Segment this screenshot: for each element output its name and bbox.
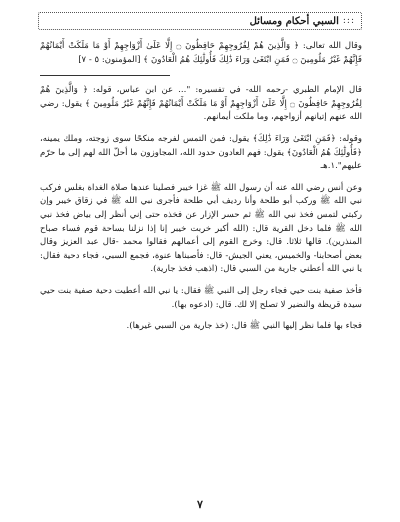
- separator-line: [40, 75, 170, 76]
- book-title: السبي أحكام ومسائل: [249, 15, 339, 27]
- paragraph-tabari: قال الإمام الطبري -رحمه الله- في تفسيره: "... عن ابن عباس، قوله: ﴿ وَالَّذِينَ هُمْ لِفُرُوجِهِمْ حَافِظُونَ ۝ إِلَّا عَلَىٰ أَزْوَاجِهِمْ أَوْ مَا مَلَكَتْ أَيْمَانُهُمْ فَإِنَّهُمْ غَيْرُ مَلُومِينَ ﴾ يقول: رضي الله عنهم إتيانهم أزواجهم، وما ملكت أيمانهم.: [40, 85, 362, 123]
- paragraph-hadith: وعن أنس رضي الله عنه أن رسول الله ﷺ غزا خيبر فصلينا عندها صلاة الغداة بغلس فركب نبي الله ﷺ وركب أبو طلحة وأنا رديف أبي طلحة فأجرى نبي الله ﷺ في زقاق خيبر وإن ركبتي لتمس فخذ نبي الله ﷺ ثم حسر الإزار عن فخذه حتى إني أنظر إلى بياض فخذ نبي الله ﷺ فلما دخل القرية قال: (الله أكبر خربت خيبر إنا إذا نزلنا بساحة قوم فساء صباح المنذرين). قالها ثلاثا. قال: وخرج القوم إلى أعمالهم فقالوا محمد -قال عبد العزيز وقال بعض أصحابنا- والخميس، يعني الجيش- قال: فأصبناها عنوة، فجمع السبي، فجاء دحية فقال: يا نبي الله أعطني جارية من السبي قال: (اذهب فخذ جارية).: [40, 182, 362, 275]
- page-header: [38, 12, 362, 30]
- page-number: ٧: [197, 498, 203, 511]
- header-dots: :::: [342, 16, 355, 26]
- paragraph-verse: وقال الله تعالى: ﴿ وَالَّذِينَ هُمْ لِفُرُوجِهِمْ حَافِظُونَ ۝ إِلَّا عَلَىٰ أَزْوَاجِهِمْ أَوْ مَا مَلَكَتْ أَيْمَانُهُمْ فَإِنَّهُمْ غَيْرُ مَلُومِينَ ۝ فَمَنِ ابْتَغَىٰ وَرَاءَ ذَٰلِكَ فَأُولَٰئِكَ هُمُ الْعَادُونَ ﴾ [المؤمنون: ٥ - ٧]: [40, 41, 362, 65]
- paragraph-tabari-cont: وقوله: ﴿فَمَنِ ابْتَغَىٰ وَرَاءَ ذَٰلِكَ﴾ يقول: فمن التمس لفرجه منكحًا سوى زوجته، وملك يمينه، ﴿فَأُولَٰئِكَ هُمُ الْعَادُونَ﴾ يقول: فهم العادون حدود الله، المجاوزون ما أحلّ الله لهم إلى ما حرّم عليهم".١.هـ: [40, 133, 362, 172]
- paragraph-final: فجاء بها فلما نظر إليها النبي ﷺ قال: (خذ جارية من السبي غيرها).: [126, 321, 362, 332]
- page-body: [40, 40, 362, 342]
- paragraph-safiyya: فأخذ صفية بنت حيي فجاء رجل إلى النبي ﷺ فقال: يا نبي الله أعطيت دحية صفية بنت حيي سيدة قريظة والنضير لا تصلح إلا لك. قال: (ادعوه بها).: [40, 285, 362, 310]
